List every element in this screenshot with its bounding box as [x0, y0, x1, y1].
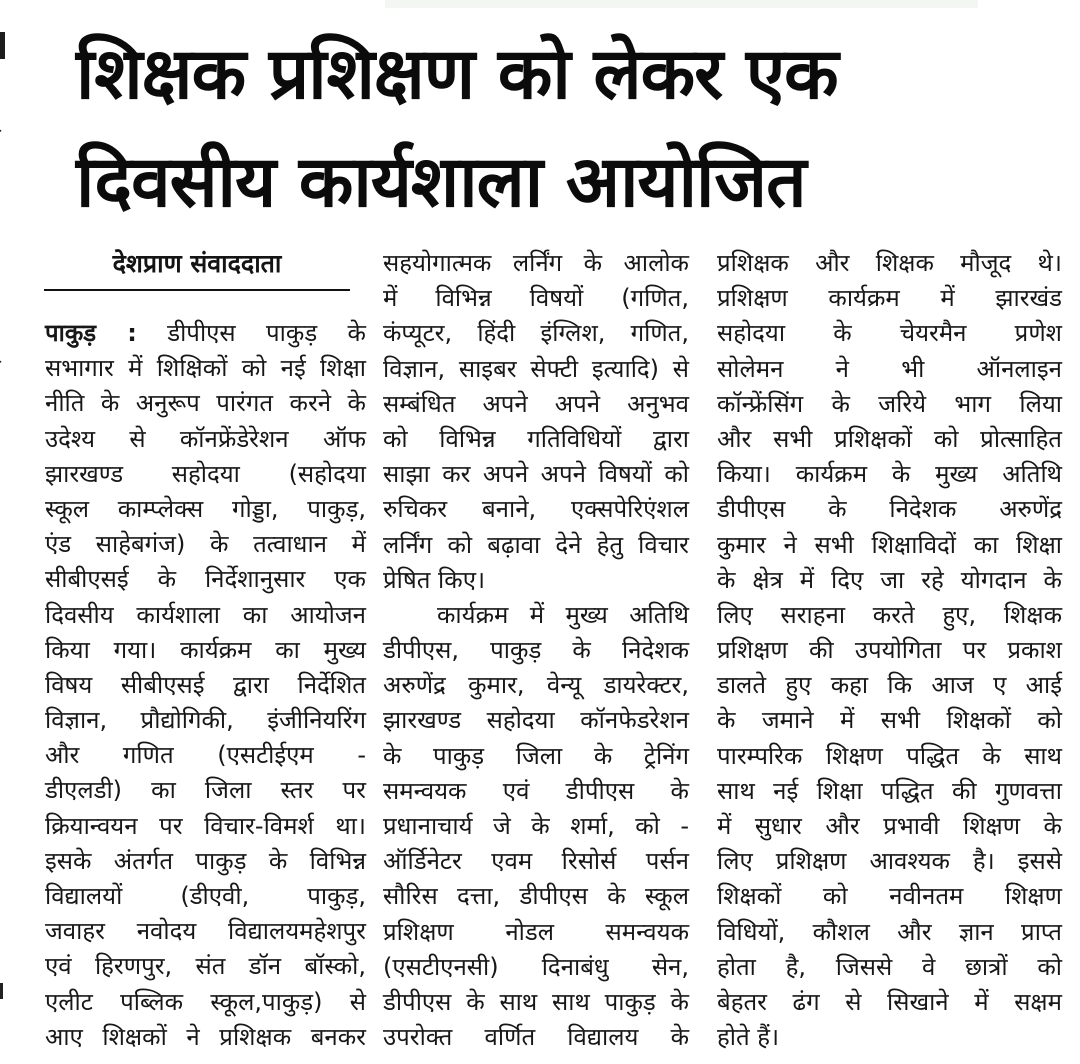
article-line: के पाकुड़ जिला के ट्रेनिंग [383, 741, 689, 770]
article-line: विषय सीबीएसई द्वारा निर्देशित [45, 670, 366, 699]
article-line: विज्ञान, प्रौद्योगिकी, इंजीनियरिंग [45, 706, 366, 735]
article-line: झारखण्ड सहोदया कॉनफेडरेशन [383, 706, 689, 735]
article-column-1 [45, 316, 366, 1055]
article-line: लर्निंग को बढ़ावा देने हेतु विचार [383, 530, 689, 559]
article-line: सहयोगात्मक लर्निंग के आलोक [383, 249, 689, 277]
article-line: में सुधार और प्रभावी शिक्षण के [717, 812, 1062, 840]
article-line-text: डीपीएस पाकुड़ के [167, 319, 366, 347]
article-line: झारखण्ड सहोदया (सहोदया [45, 459, 366, 488]
dateline: पाकुड़ : [45, 319, 137, 347]
article-line: प्रधानाचार्य जे के शर्मा, को - [383, 812, 689, 840]
article-line: किया। कार्यक्रम के मुख्य अतिथि [717, 460, 1062, 489]
article-line: सभागार में शिक्षिकों को नई शिक्षा [45, 354, 366, 383]
article-line: उपरोक्त वर्णित विद्यालय के [383, 1023, 689, 1052]
byline [44, 246, 350, 291]
article-line [45, 316, 366, 351]
article-line: एलीट पब्लिक स्कूल,पाकुड़) से [45, 987, 366, 1016]
article-line: शिक्षकों को नवीनतम शिक्षण [717, 882, 1062, 911]
article-line: सहोदया के चेयरमैन प्रणेश [717, 319, 1062, 348]
article-line: सम्बंधित अपने अपने अनुभव [383, 389, 689, 418]
article-line: डीएलडी) का जिला स्तर पर [45, 776, 366, 805]
article-line: सोलेमन ने भी ऑनलाइन [717, 354, 1062, 383]
article-line: लिए प्रशिक्षण आवश्यक है। इससे [717, 847, 1062, 876]
article-line: इसके अंतर्गत पाकुड़ के विभिन्न [45, 846, 366, 875]
article-line: कार्यक्रम में मुख्य अतिथि [437, 600, 689, 629]
article-line: किया गया। कार्यक्रम का मुख्य [45, 635, 366, 664]
article-line: प्रशिक्षण नोडल समन्वयक [383, 917, 689, 946]
headline-line-2: दिवसीय कार्यशाला आयोजित [76, 140, 806, 223]
article-line: कुमार ने सभी शिक्षाविदों का शिक्षा [717, 530, 1062, 559]
article-line: विज्ञान, साइबर सेफ्टी इत्यादि) से [383, 354, 689, 383]
article-line: डीपीएस के निदेशक अरुणेंद्र [717, 495, 1062, 524]
article-line: प्रशिक्षण की उपयोगिता पर प्रकाश [717, 636, 1062, 665]
article-line: होता है, जिससे वे छात्रों को [717, 952, 1062, 981]
article-line: सीबीएसई के निर्देशानुसार एक [45, 565, 366, 594]
article-line: (एसटीएनसी) दिनाबंधु सेन, [383, 952, 689, 981]
headline-line-1: शिक्षक प्रशिक्षण को लेकर एक [76, 32, 838, 115]
article-line: सौरिस दत्ता, डीपीएस के स्कूल [383, 882, 689, 911]
article-line: जवाहर नवोदय विद्यालयमहेशपुर [45, 917, 366, 946]
article-line: डीपीएस, पाकुड़ के निदेशक [383, 636, 689, 665]
article-line: रुचिकर बनाने, एक्सपेरिएंशल [383, 495, 689, 524]
article-line: अरुणेंद्र कुमार, वेन्यू डायरेक्टर, [383, 671, 689, 700]
article-line: क्रियान्वयन पर विचार-विमर्श था। [45, 811, 366, 840]
cut-off-glyph-bar [0, 983, 3, 999]
article-line: विधियों, कौशल और ज्ञान प्राप्त [717, 917, 1062, 946]
article-line: पारम्परिक शिक्षण पद्धित के साथ [717, 741, 1062, 770]
article-line: स्कूल काम्प्लेक्स गोड्डा, पाकुड़, [45, 494, 366, 523]
article-line: आए शिक्षकों ने प्रशिक्षक बनकर [45, 1022, 366, 1051]
article-line: नीति के अनुरूप पारंगत करने के [45, 389, 366, 418]
article-line: डालते हुए कहा कि आज ए आई [717, 671, 1062, 700]
article-line: डीपीएस के साथ साथ पाकुड़ के [383, 987, 689, 1016]
article-line: प्रशिक्षक और शिक्षक मौजूद थे। [717, 249, 1062, 277]
article-line: में विभिन्न विषयों (गणित, [383, 284, 689, 313]
article-line: दिवसीय कार्यशाला का आयोजन [45, 600, 366, 629]
article-line: प्रशिक्षण कार्यक्रम में झारखंड [717, 284, 1062, 313]
article-line: समन्वयक एवं डीपीएस के [383, 776, 689, 805]
article-line: होते हैं। [717, 1023, 780, 1052]
article-line: लिए सराहना करते हुए, शिक्षक [717, 600, 1062, 629]
article-line: के क्षेत्र में दिए जा रहे योगदान के [717, 565, 1062, 594]
article-line: के जमाने में सभी शिक्षकों को [717, 706, 1062, 735]
headline [76, 20, 1066, 236]
cut-off-glyph-bar [0, 32, 5, 59]
byline-text: देशप्राण संवाददाता [112, 249, 282, 278]
article-line: कॉन्फ्रेंसिंग के जरिये भाग लिया [717, 389, 1062, 418]
article-line: एंड साहेबगंज) के तत्वाधान में [45, 530, 366, 559]
article-column-2 [383, 246, 689, 1055]
article-column-3 [717, 246, 1062, 1055]
article-line: विद्यालयों (डीएवी, पाकुड़, [45, 882, 366, 910]
cut-off-glyph [0, 124, 8, 154]
article-line: साथ नई शिक्षा पद्धित की गुणवत्ता [717, 776, 1062, 805]
article-line: ऑर्डिनेटर एवम रिसोर्स पर्सन [383, 847, 689, 876]
masthead-strip [385, 0, 978, 8]
article-line: साझा कर अपने अपने विषयों को [383, 460, 689, 489]
cut-off-glyph [0, 355, 8, 385]
article-line: बेहतर ढंग से सिखाने में सक्षम [717, 987, 1062, 1016]
article-line: उदेश्य से कॉनफ्रेंडेरेशन ऑफ [45, 424, 366, 453]
article-line: एवं हिरणपुर, संत डॉन बॉस्को, [45, 952, 366, 981]
article-line: और सभी प्रशिक्षकों को प्रोत्साहित [717, 424, 1062, 453]
article-line: को विभिन्न गतिविधियों द्वारा [383, 424, 689, 453]
article-line: और गणित (एसटीईएम - [45, 741, 366, 770]
article-line: प्रेषित किए। [383, 565, 486, 594]
article-line: कंप्यूटर, हिंदी इंग्लिश, गणित, [383, 319, 689, 348]
